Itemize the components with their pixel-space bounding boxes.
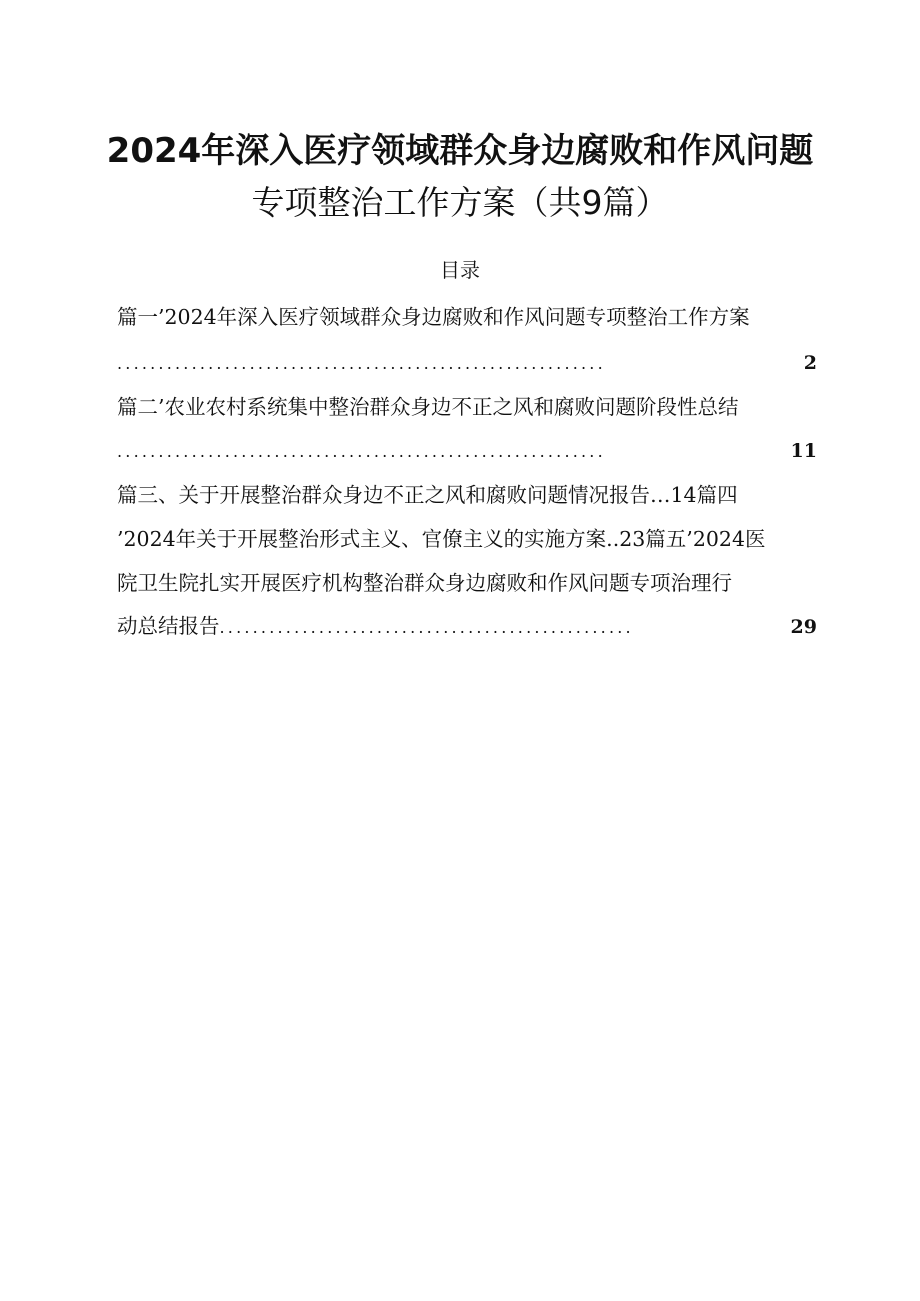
toc-entry-1-page: 2 — [803, 352, 817, 374]
document-title-line-2: 专项整治工作方案（共9篇） — [251, 183, 669, 222]
toc-entry-2-leader: ........................................................... — [117, 442, 606, 461]
toc-entry-2-title[interactable]: 篇二’农业农村系统集中整治群众身边不正之风和腐败问题阶段性总结 — [117, 395, 739, 419]
toc-para-line-4[interactable] — [117, 613, 817, 641]
toc-heading: 目录 — [440, 258, 480, 282]
toc-entry-1-title[interactable]: 篇一’2024年深入医疗领域群众身边腐败和作风问题专项整治工作方案 — [117, 305, 750, 329]
toc-para-line-4-text: 动总结报告 — [117, 614, 220, 638]
toc-entry-1-leader: ........................................................... — [117, 354, 606, 373]
toc-entry-2-page: 11 — [790, 440, 817, 462]
toc-para-line-4-leader: .................................................. — [219, 618, 634, 637]
toc-para-line-1[interactable]: 篇三、关于开展整治群众身边不正之风和腐败问题情况报告…14篇四 — [117, 483, 738, 507]
document-title-line-1: 2024年深入医疗领域群众身边腐败和作风问题 — [106, 131, 814, 171]
toc-entry-1-leader-row[interactable] — [117, 350, 817, 377]
toc-para-line-2[interactable]: ’2024年关于开展整治形式主义、官僚主义的实施方案..23篇五’2024医 — [117, 527, 766, 551]
toc-para-line-4-page: 29 — [790, 616, 817, 638]
toc-entry-2-leader-row[interactable] — [117, 438, 817, 465]
toc-para-line-3[interactable]: 院卫生院扎实开展医疗机构整治群众身边腐败和作风问题专项治理行 — [117, 571, 732, 595]
